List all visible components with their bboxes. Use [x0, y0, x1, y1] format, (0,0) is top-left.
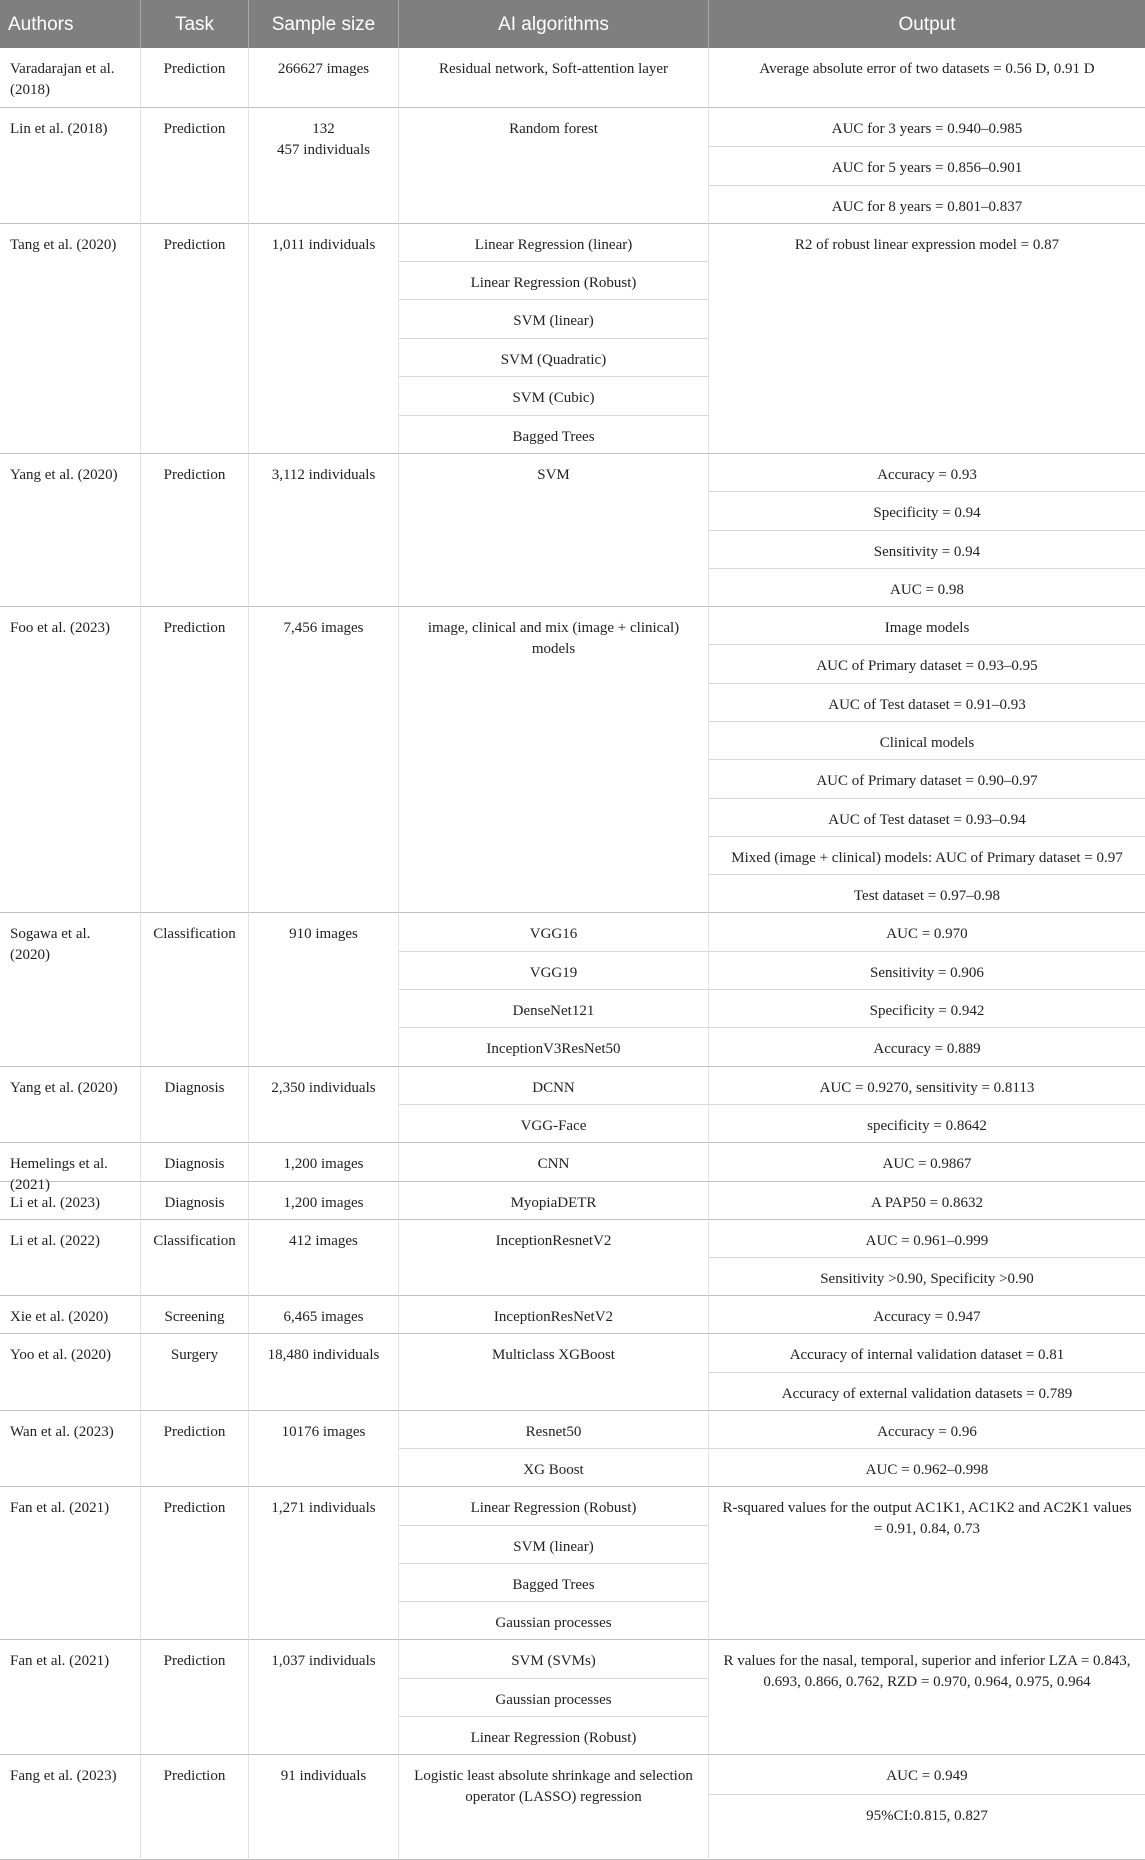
row-sample-size: 7,456 images: [249, 607, 399, 913]
header-ai-algorithms: AI algorithms: [399, 0, 709, 48]
row-algorithm: Gaussian processes: [399, 1602, 709, 1640]
row-task: Prediction: [141, 607, 249, 913]
row-sample-size: 18,480 individuals: [249, 1334, 399, 1411]
row-output: AUC = 0.961–0.999: [709, 1220, 1145, 1258]
row-algorithm: SVM (Quadratic): [399, 339, 709, 377]
row-task: Classification: [141, 913, 249, 1067]
row-task: Prediction: [141, 1640, 249, 1755]
header-task: Task: [141, 0, 249, 48]
row-sample-size: 10176 images: [249, 1411, 399, 1487]
row-algorithm: CNN: [399, 1143, 709, 1182]
row-output: Average absolute error of two datasets = 0.56 D, 0.91 D: [709, 48, 1145, 108]
row-authors: Li et al. (2023): [0, 1182, 141, 1220]
row-authors: Yoo et al. (2020): [0, 1334, 141, 1411]
row-algorithm: XG Boost: [399, 1449, 709, 1487]
row-task: Prediction: [141, 48, 249, 108]
row-output: AUC for 8 years = 0.801–0.837: [709, 186, 1145, 224]
row-task: Screening: [141, 1296, 249, 1334]
row-algorithm: InceptionV3ResNet50: [399, 1028, 709, 1067]
row-output: Accuracy of internal validation dataset = 0.81: [709, 1334, 1145, 1373]
row-task: Prediction: [141, 1411, 249, 1487]
row-task: Diagnosis: [141, 1143, 249, 1182]
row-algorithm: Gaussian processes: [399, 1679, 709, 1717]
row-output: R2 of robust linear expression model = 0.87: [709, 224, 1145, 454]
row-output: Specificity = 0.942: [709, 990, 1145, 1028]
row-task: Prediction: [141, 1487, 249, 1640]
row-authors: Fan et al. (2021): [0, 1487, 141, 1640]
row-output: AUC = 0.962–0.998: [709, 1449, 1145, 1487]
row-authors: Hemelings et al. (2021): [0, 1143, 141, 1182]
row-algorithm: Logistic least absolute shrinkage and selection operator (LASSO) regression: [399, 1755, 709, 1860]
row-task: Diagnosis: [141, 1182, 249, 1220]
row-algorithm: Linear Regression (Robust): [399, 1487, 709, 1526]
row-output: AUC = 0.98: [709, 569, 1145, 607]
row-algorithm: Linear Regression (Robust): [399, 1717, 709, 1755]
row-authors: Wan et al. (2023): [0, 1411, 141, 1487]
row-algorithm: Random forest: [399, 108, 709, 224]
row-algorithm: SVM (linear): [399, 1526, 709, 1564]
row-output: Accuracy = 0.947: [709, 1296, 1145, 1334]
row-output: AUC = 0.949: [709, 1755, 1145, 1795]
row-authors: Foo et al. (2023): [0, 607, 141, 913]
row-algorithm: InceptionResNetV2: [399, 1296, 709, 1334]
row-output: Sensitivity >0.90, Specificity >0.90: [709, 1258, 1145, 1296]
row-output: Image models: [709, 607, 1145, 645]
row-output: Mixed (image + clinical) models: AUC of Primary dataset = 0.97: [709, 837, 1145, 875]
row-sample-size: 132 457 individuals: [249, 108, 399, 224]
row-output: Sensitivity = 0.94: [709, 531, 1145, 569]
row-sample-size: 1,271 individuals: [249, 1487, 399, 1640]
row-task: Surgery: [141, 1334, 249, 1411]
row-algorithm: InceptionResnetV2: [399, 1220, 709, 1296]
row-algorithm: SVM (Cubic): [399, 377, 709, 416]
row-output: AUC for 5 years = 0.856–0.901: [709, 147, 1145, 186]
row-output: Sensitivity = 0.906: [709, 952, 1145, 990]
row-algorithm: Bagged Trees: [399, 1564, 709, 1602]
row-output: AUC of Primary dataset = 0.93–0.95: [709, 645, 1145, 684]
row-algorithm: DenseNet121: [399, 990, 709, 1028]
row-authors: Lin et al. (2018): [0, 108, 141, 224]
row-output: Specificity = 0.94: [709, 492, 1145, 531]
row-authors: Sogawa et al. (2020): [0, 913, 141, 1067]
row-algorithm: Residual network, Soft-attention layer: [399, 48, 709, 108]
row-task: Prediction: [141, 1755, 249, 1860]
row-algorithm: Bagged Trees: [399, 416, 709, 454]
row-output: Accuracy = 0.96: [709, 1411, 1145, 1449]
row-output: AUC = 0.970: [709, 913, 1145, 952]
row-sample-size: 1,200 images: [249, 1182, 399, 1220]
row-sample-size: 266627 images: [249, 48, 399, 108]
row-output: R-squared values for the output AC1K1, AC1K2 and AC2K1 values = 0.91, 0.84, 0.73: [709, 1487, 1145, 1640]
row-output: Accuracy = 0.889: [709, 1028, 1145, 1067]
row-authors: Li et al. (2022): [0, 1220, 141, 1296]
row-output: AUC for 3 years = 0.940–0.985: [709, 108, 1145, 147]
header-sample-size: Sample size: [249, 0, 399, 48]
row-sample-size: 6,465 images: [249, 1296, 399, 1334]
row-algorithm: Linear Regression (Robust): [399, 262, 709, 300]
row-authors: Varadarajan et al. (2018): [0, 48, 141, 108]
row-algorithm: SVM (linear): [399, 300, 709, 339]
row-task: Prediction: [141, 108, 249, 224]
row-output: A PAP50 = 0.8632: [709, 1182, 1145, 1220]
row-authors: Fang et al. (2023): [0, 1755, 141, 1860]
row-output: specificity = 0.8642: [709, 1105, 1145, 1143]
row-task: Diagnosis: [141, 1067, 249, 1143]
row-output: AUC = 0.9867: [709, 1143, 1145, 1182]
row-output: R values for the nasal, temporal, superior and inferior LZA = 0.843, 0.693, 0.866, 0.762, RZD = 0.970, 0.964, 0.975, 0.964: [709, 1640, 1145, 1755]
row-sample-size: 3,112 individuals: [249, 454, 399, 607]
row-algorithm: Resnet50: [399, 1411, 709, 1449]
row-output: AUC = 0.9270, sensitivity = 0.8113: [709, 1067, 1145, 1105]
row-algorithm: DCNN: [399, 1067, 709, 1105]
header-output: Output: [709, 0, 1145, 48]
row-output: Test dataset = 0.97–0.98: [709, 875, 1145, 913]
row-algorithm: VGG16: [399, 913, 709, 952]
row-sample-size: 1,200 images: [249, 1143, 399, 1182]
row-algorithm: SVM: [399, 454, 709, 607]
row-authors: Yang et al. (2020): [0, 454, 141, 607]
row-task: Classification: [141, 1220, 249, 1296]
row-sample-size: 2,350 individuals: [249, 1067, 399, 1143]
row-algorithm: Multiclass XGBoost: [399, 1334, 709, 1411]
row-sample-size: 412 images: [249, 1220, 399, 1296]
row-sample-size: 910 images: [249, 913, 399, 1067]
row-authors: Yang et al. (2020): [0, 1067, 141, 1143]
row-sample-size: 1,011 individuals: [249, 224, 399, 454]
row-output: AUC of Test dataset = 0.93–0.94: [709, 799, 1145, 837]
row-task: Prediction: [141, 224, 249, 454]
row-algorithm: MyopiaDETR: [399, 1182, 709, 1220]
row-algorithm: SVM (SVMs): [399, 1640, 709, 1679]
row-authors: Fan et al. (2021): [0, 1640, 141, 1755]
row-algorithm: VGG-Face: [399, 1105, 709, 1143]
row-task: Prediction: [141, 454, 249, 607]
row-algorithm: VGG19: [399, 952, 709, 990]
row-output: AUC of Test dataset = 0.91–0.93: [709, 684, 1145, 722]
row-algorithm: Linear Regression (linear): [399, 224, 709, 262]
row-output: Accuracy = 0.93: [709, 454, 1145, 492]
row-output: AUC of Primary dataset = 0.90–0.97: [709, 760, 1145, 799]
row-output: Accuracy of external validation datasets = 0.789: [709, 1373, 1145, 1411]
row-output: 95%CI:0.815, 0.827: [709, 1795, 1145, 1860]
row-sample-size: 1,037 individuals: [249, 1640, 399, 1755]
row-authors: Tang et al. (2020): [0, 224, 141, 454]
row-output: Clinical models: [709, 722, 1145, 760]
row-authors: Xie et al. (2020): [0, 1296, 141, 1334]
row-sample-size: 91 individuals: [249, 1755, 399, 1860]
row-algorithm: image, clinical and mix (image + clinical) models: [399, 607, 709, 913]
header-authors: Authors: [0, 0, 141, 48]
